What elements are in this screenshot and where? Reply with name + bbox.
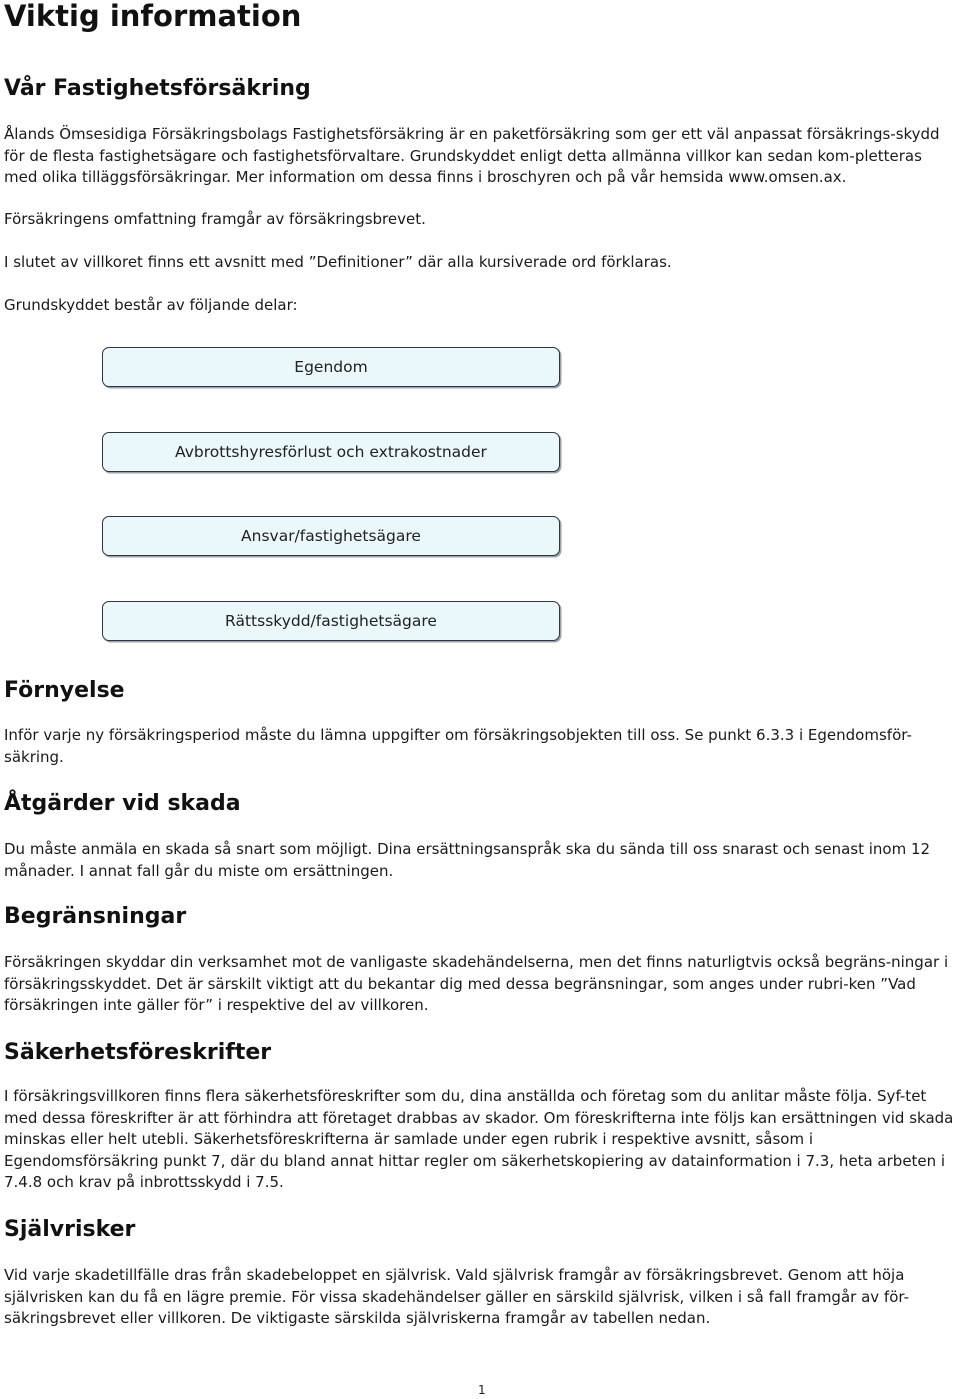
paragraph-atgarder: Du måste anmäla en skada så snart som möjligt. Dina ersättningsanspråk ska du sända till oss snarast och senast inom 12 månader. I annat fall går du miste om ersättningen. [4,840,931,880]
heading-fastighetsforsakring: Vår Fastighetsförsäkring [4,76,311,101]
part-box-ansvar: Ansvar/fastighetsägare [102,516,560,556]
paragraph-fornyelse: Inför varje ny försäkringsperiod måste du lämna uppgifter om försäkringsobjekten till oss. Se punkt 6.3.3 i Egendomsför-säkring. [4,726,912,766]
paragraph-sjalvrisker: Vid varje skadetillfälle dras från skadebeloppet en självrisk. Vald självrisk framgår av försäkringsbrevet. Genom att höja självrisken kan du få en lägre premie. För vissa skadehändelser gäller en särskild självrisk, vilken i så fall framgår av för-säkringsbrevet eller villkoren. De viktigaste särskilda självriskerna framgår av tabellen nedan. [4,1266,909,1327]
part-box-avbrott: Avbrottshyresförlust och extrakostnader [102,432,560,472]
paragraph-definitioner: I slutet av villkoret finns ett avsnitt med ”Definitioner” där alla kursiverade ord förklaras. [4,253,672,271]
paragraph-begransningar: Försäkringen skyddar din verksamhet mot de vanligaste skadehändelserna, men det finns naturligtvis också begräns-ningar i försäkringsskyddet. Det är särskilt viktigt att du bekantar dig med dessa begränsningar, som anges under rubri-ken ”Vad försäkringen inte gäller för” i respektive del av villkoren. [4,953,949,1014]
paragraph-omfattning: Försäkringens omfattning framgår av försäkringsbrevet. [4,210,426,228]
heading-begransningar: Begränsningar [4,904,187,929]
heading-sjalvrisker: Självrisker [4,1217,136,1242]
part-box-rattsskydd: Rättsskydd/fastighetsägare [102,601,560,641]
part-box-egendom: Egendom [102,347,560,387]
paragraph-grundskydd: Grundskyddet består av följande delar: [4,296,298,314]
page-number: 1 [478,1383,486,1397]
heading-sakerhetsforeskrifter: Säkerhetsföreskrifter [4,1040,272,1065]
heading-atgarder: Åtgärder vid skada [4,791,241,816]
page-title: Viktig information [4,0,302,33]
paragraph-sakerhetsforeskrifter: I försäkringsvillkoren finns flera säkerhetsföreskrifter som du, dina anställda och företag som du anlitar måste följa. Syf-tet med dessa föreskrifter är att förhindra att företaget drabbas av skador. Om föreskrifterna inte följs kan ersättningen vid skada minskas eller helt utebli. Säkerhetsföreskrifterna är samlade under egen rubrik i respektive avsnitt, såsom i Egendomsförsäkring punkt 7, där du bland annat hittar regler om säkerhetskopiering av datainformation i 7.3, heta arbeten i 7.4.8 och krav på inbrottsskydd i 7.5. [4,1087,954,1191]
heading-fornyelse: Förnyelse [4,678,125,703]
paragraph-intro: Ålands Ömsesidiga Försäkringsbolags Fastighetsförsäkring är en paketförsäkring som ger ett väl anpassat försäkrings-skydd för de flesta fastighetsägare och fastighetsförvaltare. Grundskyddet enligt detta allmänna villkor kan sedan kom-pletteras med olika tilläggsförsäkringar. Mer information om dessa finns i broschyren och på vår hemsida www.omsen.ax. [4,125,940,186]
